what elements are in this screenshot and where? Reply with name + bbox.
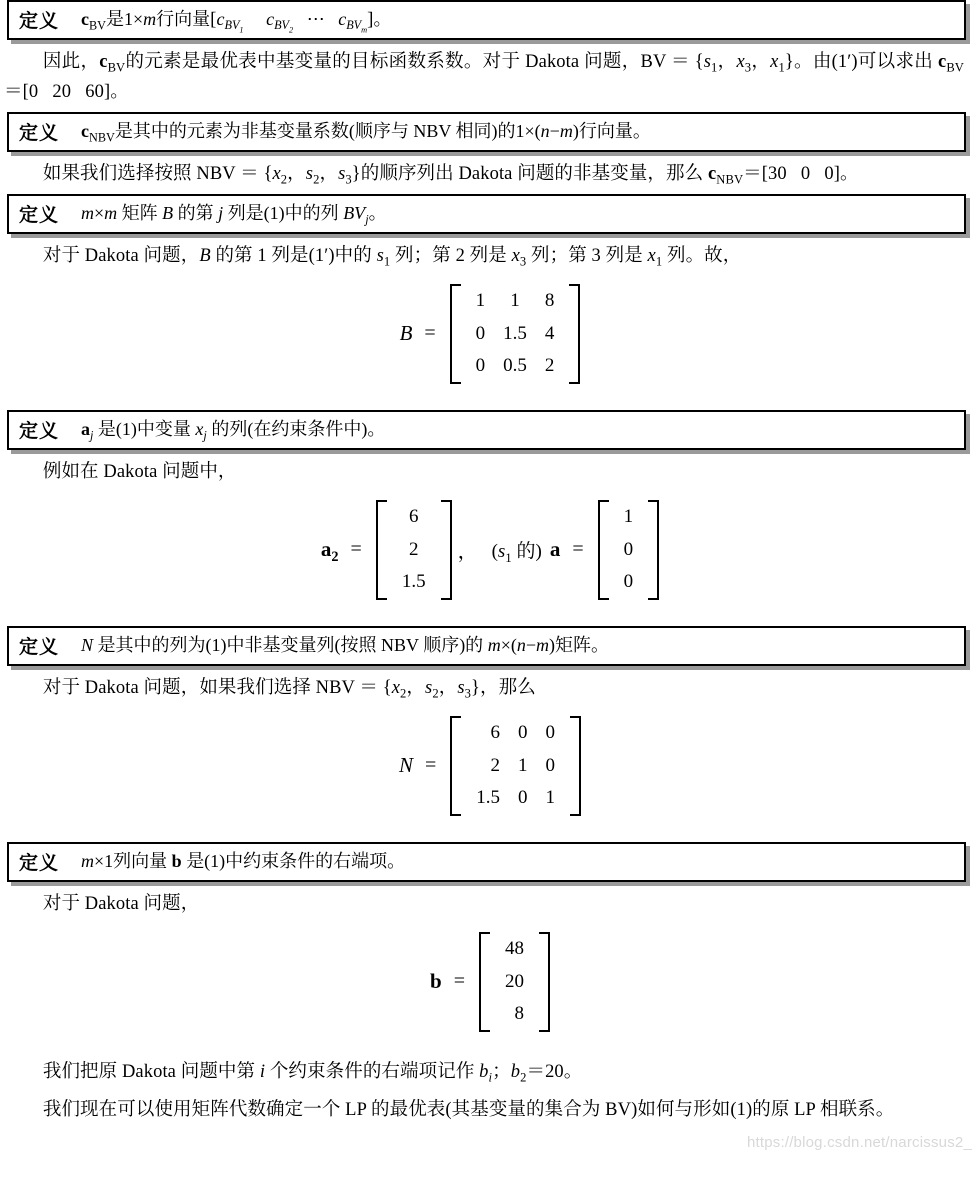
matrix-cell: 1	[623, 505, 634, 527]
paragraph-cnbv: 如果我们选择按照 NBV ＝ {$x_2$，$s_2$，$s_3$}的顺序列出 Dakota 问题的非基变量，那么 $c_{NBV}=[30$ 0 0]。	[42, 163, 859, 187]
bracket-left	[598, 500, 609, 600]
equation-name-a2: $a_2$	[320, 537, 339, 566]
matrix-cell: 8	[544, 289, 555, 311]
equation-relation: =	[453, 970, 465, 993]
paragraph-closing-1: 我们把原 Dakota 问题中第 i 个约束条件的右端项记作 $b_i$；$b_2=20$。	[42, 1061, 583, 1085]
matrix-cell: 6	[408, 505, 419, 527]
matrix-cell: 48	[504, 937, 524, 959]
definition-body-cnbv: $c_{NBV}$是其中的元素为非基变量系数(顺序与 NBV 相同)的1×(n−m)行向量。	[81, 121, 651, 145]
definition-label: 定义	[19, 121, 60, 144]
bracket-right	[569, 284, 580, 384]
definition-body-matrix-n: N 是其中的列为(1)中非基变量列(按照 NBV 顺序)的 m×(n−m)矩阵。	[81, 635, 609, 656]
equation-relation: =	[572, 538, 584, 561]
matrix-cell: 1	[518, 754, 528, 776]
equation-name-b-vector: b	[430, 969, 442, 994]
matrix-cell: 0	[623, 538, 634, 560]
definition-body-matrix-b: m×m 矩阵 B 的第 j 列是(1)中的列 $BV_j$。	[81, 203, 387, 227]
definition-box-vector-aj	[7, 410, 966, 450]
matrix-cell: 2	[490, 754, 501, 776]
vector-a2	[376, 500, 452, 600]
paragraph-vector-b: 对于 Dakota 问题，	[42, 893, 200, 914]
watermark: https://blog.csdn.net/narcissus2_	[746, 1134, 972, 1151]
equation-name-n: N	[398, 753, 413, 778]
definition-label: 定义	[19, 10, 60, 32]
matrix-cell: 0	[475, 355, 486, 377]
matrix-cell: 6	[490, 721, 501, 743]
definition-label: 定义	[19, 419, 60, 442]
bracket-right	[648, 500, 659, 600]
bracket-left	[450, 716, 461, 816]
matrix-cell: 2	[544, 355, 555, 377]
bracket-right	[539, 932, 550, 1032]
equation-vectors-a	[0, 500, 980, 600]
matrix-cell: 0	[518, 721, 528, 743]
matrix-cell: 0.5	[503, 355, 527, 377]
definition-body-cbv: $c_{BV}$是1×m行向量[$c_{BV_1}$ $c_{BV_2}$ ⋯ $c_{BV_m}$]。	[81, 8, 392, 35]
definition-body-vector-b: m×1列向量 b 是(1)中约束条件的右端项。	[81, 851, 406, 872]
definition-box-matrix-n	[7, 626, 966, 666]
matrix-cell: 4	[544, 322, 555, 344]
matrix-cell: 1	[510, 289, 520, 311]
definition-label: 定义	[19, 851, 60, 874]
paragraph-matrix-b: 对于 Dakota 问题，B 的第 1 列是(1′)中的 $s_1$ 列；第 2 列是 $x_3$ 列；第 3 列是 $x_1$ 列。故，	[42, 245, 742, 269]
paragraph-vector-aj: 例如在 Dakota 问题中，	[42, 461, 237, 482]
definition-box-cbv	[7, 0, 966, 40]
equation-name-a: a	[549, 537, 561, 562]
matrix-cell: 0	[475, 322, 486, 344]
equation-relation: =	[350, 538, 362, 561]
matrix-cell: 0	[623, 571, 634, 593]
matrix-cell: 1.5	[503, 322, 527, 344]
matrix-n	[450, 716, 581, 816]
paragraph-cbv: 因此，$c_{BV}$的元素是最优表中基变量的目标函数系数。对于 Dakota 问题，BV ＝ {$s_1$，$x_3$，$x_1$}。由(1′)可以求出 $c_{BV}=[0$ 20 60]。	[4, 52, 964, 102]
equation-matrix-b	[0, 284, 980, 384]
vector-b	[479, 932, 550, 1032]
definition-body-vector-aj: $a_j$ 是(1)中变量 $x_j$ 的列(在约束条件中)。	[81, 419, 386, 443]
matrix-cell: 0	[545, 754, 556, 776]
bracket-left	[479, 932, 490, 1032]
matrix-cell: 2	[408, 538, 419, 560]
matrix-cell: 1	[545, 787, 556, 809]
vector-a-s1	[598, 500, 660, 600]
equation-matrix-n	[0, 716, 980, 816]
definition-box-cnbv	[7, 112, 966, 152]
matrix-cell: 1	[475, 289, 486, 311]
definition-box-matrix-b	[7, 194, 966, 234]
matrix-cell: 1.5	[401, 571, 426, 593]
definition-box-vector-b	[7, 842, 966, 882]
matrix-cell: 20	[504, 970, 524, 992]
bracket-left	[450, 284, 461, 384]
paragraph-closing-2: 我们现在可以使用矩阵代数确定一个 LP 的最优表(其基变量的集合为 BV)如何与形如(1)的原 LP 相联系。	[42, 1099, 895, 1120]
vector-a-note: ($s_1$ 的)	[491, 541, 542, 566]
paragraph-matrix-n: 对于 Dakota 问题，如果我们选择 NBV ＝ {$x_2$，$s_2$，$s_3$}，那么	[42, 677, 536, 701]
equation-relation: =	[424, 322, 436, 345]
bracket-right	[570, 716, 581, 816]
definition-label: 定义	[19, 635, 60, 658]
matrix-cell: 1.5	[476, 787, 501, 809]
equation-name-b: B	[399, 321, 413, 346]
matrix-b	[450, 284, 581, 384]
definition-label: 定义	[19, 203, 60, 226]
equation-relation: =	[424, 754, 437, 777]
matrix-cell: 0	[545, 721, 556, 743]
matrix-cell: 8	[514, 1003, 524, 1025]
matrix-cell: 0	[518, 787, 528, 809]
equation-vector-b	[0, 932, 980, 1032]
bracket-right	[441, 500, 452, 600]
bracket-left	[376, 500, 387, 600]
equation-separator: ，	[457, 541, 478, 564]
